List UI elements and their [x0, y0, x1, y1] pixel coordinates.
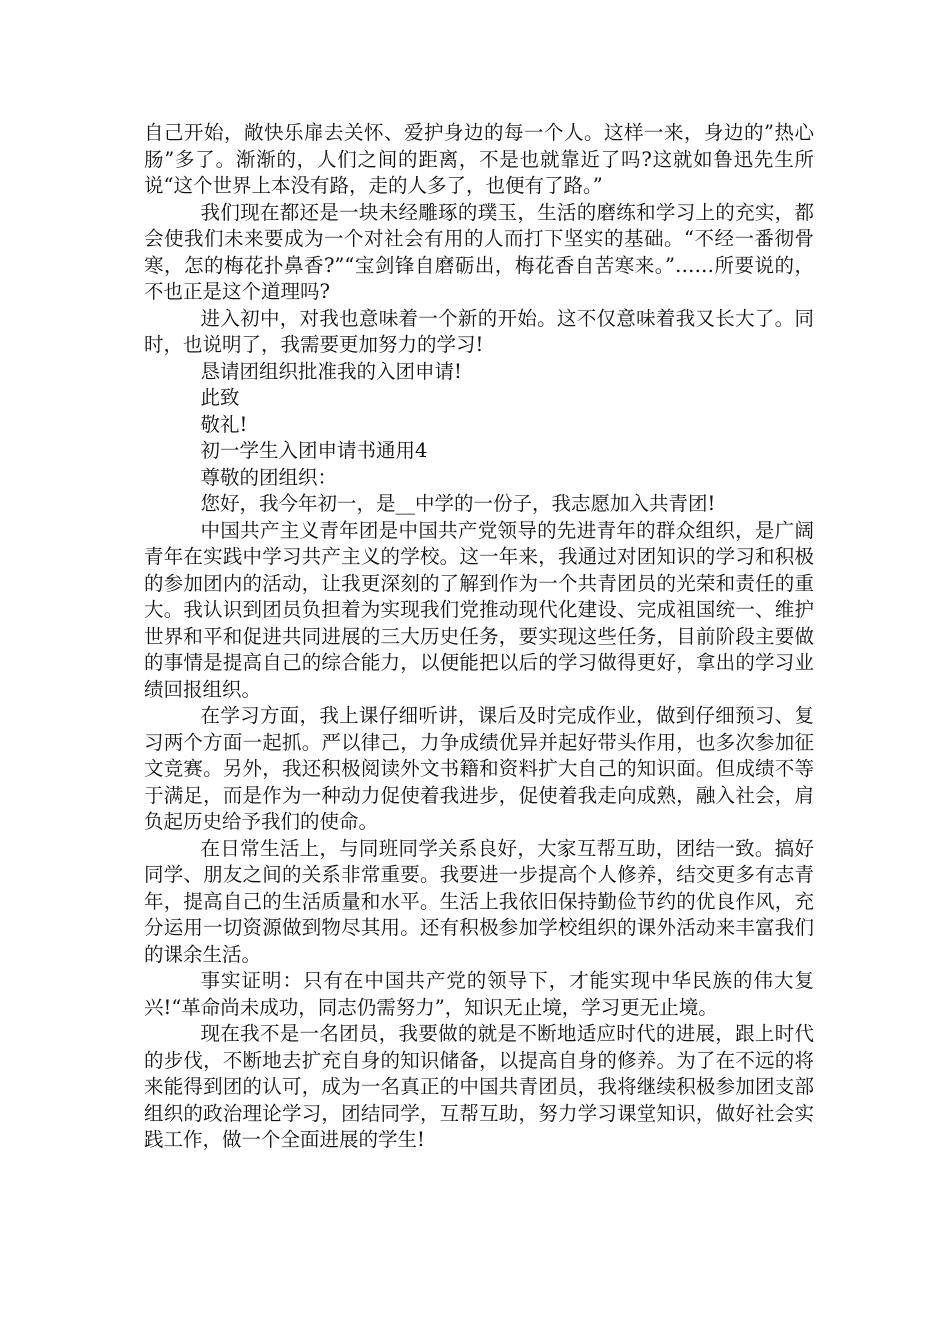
greeting: 尊敬的团组织： — [200, 465, 338, 489]
paragraph: 您好，我今年初一，是__中学的一份子，我志愿加入共青团! — [200, 492, 716, 515]
closing-request: 恳请团组织批准我的入团申请! — [200, 359, 462, 383]
salutation-cizhi: 此致 — [200, 386, 240, 409]
paragraph: 事实证明：只有在中国共产党的领导下，才能实现中华民族的伟大复兴!“革命尚未成功，同志仍需努力”，知识无止境，学习更无止境。 — [144, 969, 814, 1019]
salutation-jingli: 敬礼! — [200, 412, 248, 436]
paragraph: 现在我不是一名团员，我要做的就是不断地适应时代的进展，跟上时代的步伐，不断地去扩充自身的知识储备，以提高自身的修养。为了在不远的将来能得到团的认可，成为一名真正的中国共青团员，我将继续积极参加团支部组织的政治理论学习，团结同学，互帮互助，努力学习课堂知识，做好社会实践工作，做一个全面进展的学生! — [144, 1022, 814, 1151]
paragraph: 自己开始，敞快乐扉去关怀、爱护身边的每一个人。这样一来，身边的”热心肠”多了。渐渐的，人们之间的距离，不是也就靠近了吗?这就如鲁迅先生所说“这个世界上本没有路，走的人多了，也便有了路。” — [144, 121, 814, 197]
section-heading: 初一学生入团申请书通用4 — [200, 439, 428, 462]
paragraph: 中国共产主义青年团是中国共产党领导的先进青年的群众组织，是广阔青年在实践中学习共产主义的学校。这一年来，我通过对团知识的学习和积极的参加团内的活动，让我更深刻的了解到作为一个共青团员的光荣和责任的重大。我认识到团员负担着为实现我们党推动现代化建设、完成祖国统一、维护世界和平和促进共同进展的三大历史任务，要实现这些任务，目前阶段主要做的事情是提高自己的综合能力，以便能把以后的学习做得更好，拿出的学习业绩回报组织。 — [144, 518, 814, 701]
paragraph: 在日常生活上，与同班同学关系良好，大家互帮互助，团结一致。搞好同学、朋友之间的关系非常重要。我要进一步提高个人修养，结交更多有志青年，提高自己的生活质量和水平。生活上我依旧保持勤俭节约的优良作风，充分运用一切资源做到物尽其用。还有积极参加学校组织的课外活动来丰富我们的课余生活。 — [144, 836, 814, 966]
paragraph: 在学习方面，我上课仔细听讲，课后及时完成作业，做到仔细预习、复习两个方面一起抓。严以律己，力争成绩优异并起好带头作用，也多次参加征文竞赛。另外，我还积极阅读外文书籍和资料扩大自己的知识面。但成绩不等于满足，而是作为一种动力促使着我进步，促使着我走向成熟，融入社会，肩负起历史给予我们的使命。 — [144, 704, 814, 833]
paragraph: 我们现在都还是一块未经雕琢的璞玉，生活的磨练和学习上的充实，都会使我们未来要成为一个对社会有用的人而打下坚实的基础。“不经一番彻骨寒，怎的梅花扑鼻香?”“宝剑锋自磨砺出，梅花香自苦寒来。”……所要说的，不也正是这个道理吗? — [144, 200, 814, 303]
document-body — [144, 120, 814, 1154]
paragraph: 进入初中，对我也意味着一个新的开始。这不仅意味着我又长大了。同时，也说明了，我需要更加努力的学习! — [144, 306, 814, 356]
